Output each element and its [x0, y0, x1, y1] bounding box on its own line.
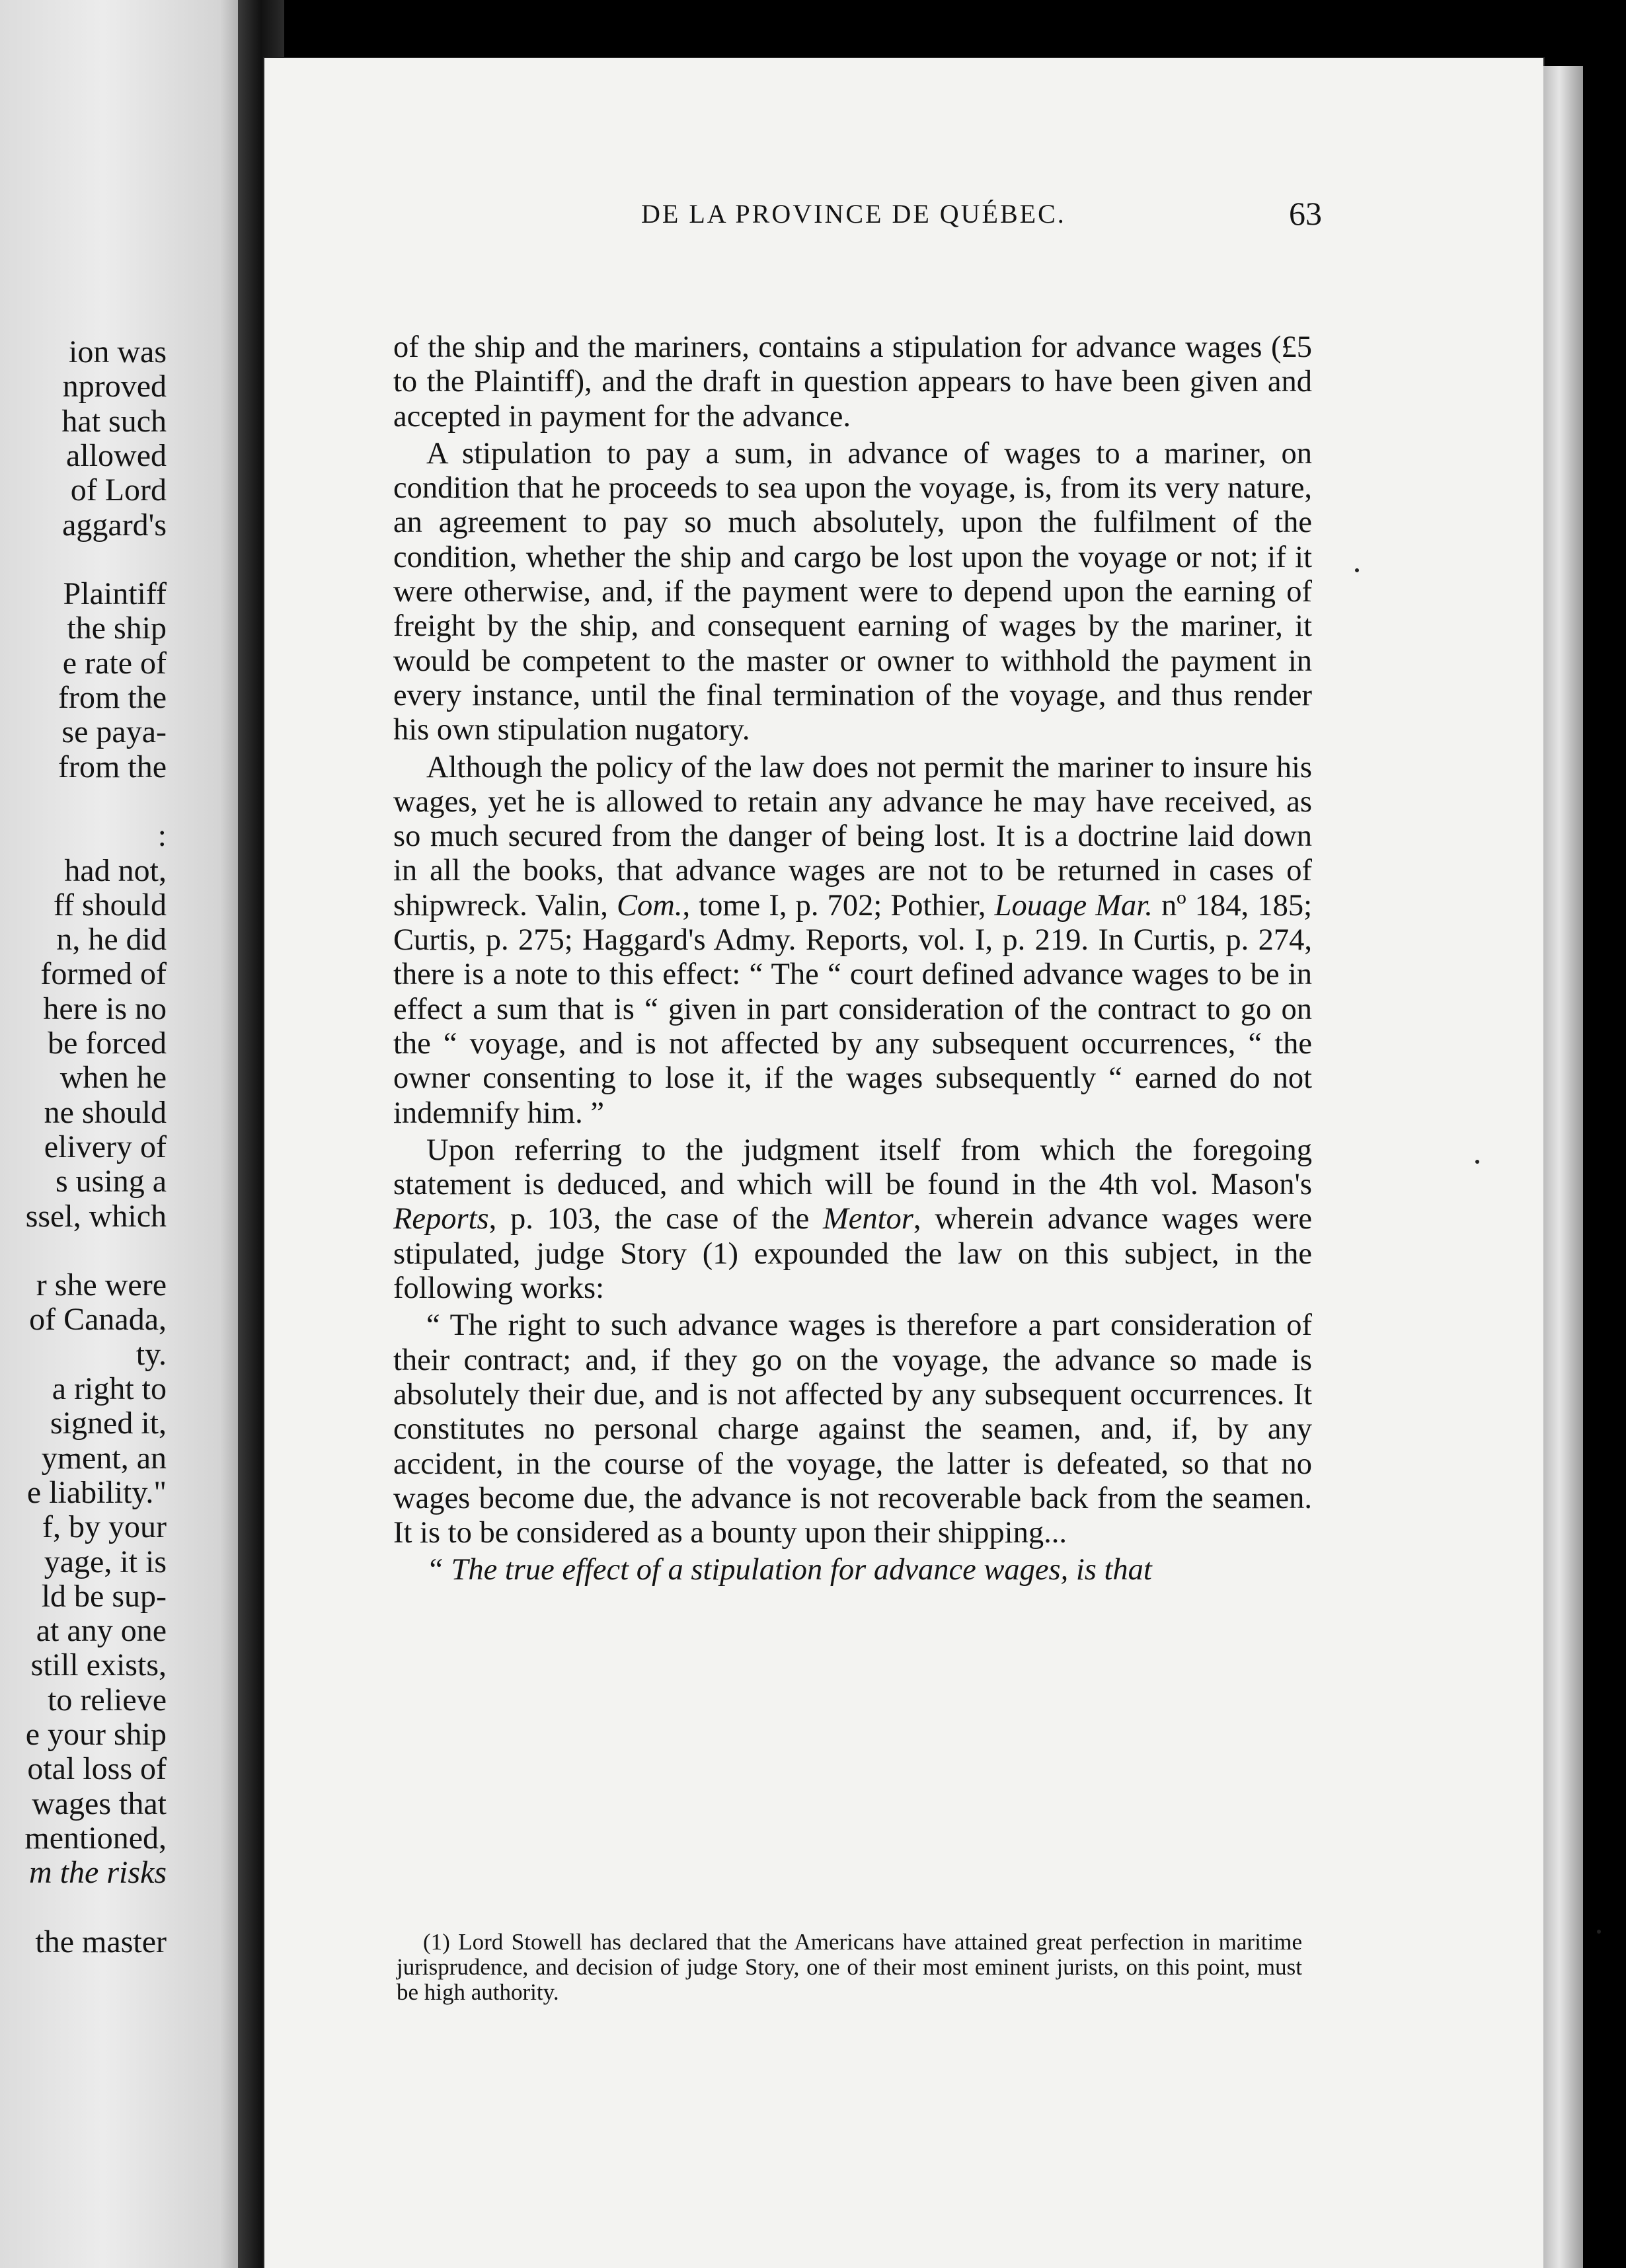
paragraph-4 — [393, 1133, 1312, 1306]
text-run: Upon referring to the judgment itself from which the foregoing statement is deduced, and which will be found in the 4th vol. Mason's — [393, 1133, 1312, 1202]
facing-page-line: here is no — [43, 991, 167, 1026]
running-head: DE LA PROVINCE DE QUÉBEC. — [641, 199, 1066, 229]
facing-page-line: ld be sup- — [41, 1578, 167, 1614]
facing-page-line: nproved — [62, 369, 167, 404]
facing-page-line: elivery of — [44, 1129, 167, 1164]
body-text — [393, 330, 1312, 1591]
facing-page-line: f, by your — [42, 1509, 167, 1545]
facing-page-line: wages that — [32, 1786, 167, 1821]
facing-page-line: m the risks — [29, 1855, 167, 1891]
text-run: , wherein advance wages were stipulated, judge Story (1) expounded the law on this subject, in the following works: — [393, 1202, 1312, 1306]
italic-run: Reports — [393, 1202, 489, 1236]
facing-page-fragment — [0, 0, 259, 2268]
facing-page-line: of Lord — [70, 472, 167, 508]
italic-run: Louage Mar. — [994, 888, 1153, 923]
facing-page-line: be forced — [48, 1026, 167, 1061]
text-run: Although the policy of the law does not permit the mariner to insure his wages, yet he is allowed to retain any advance he may have received, as so much secured from the danger of being lost. It is a doctrine laid down in all the books, that advance wages are not to be returned in cases of shipwreck. Valin, — [393, 750, 1312, 923]
page-edge — [1543, 66, 1583, 2268]
facing-page-line: at any one — [36, 1613, 167, 1649]
scan-speck — [1355, 568, 1359, 572]
text-run: , tome I, p. 702; Pothier, — [682, 888, 995, 923]
facing-page-line: ssel, which — [25, 1198, 167, 1234]
text-run: nº 184, 185; Curtis, p. 275; Haggard's Admy. Reports, vol. I, p. 219. In Curtis, p. 274, there is a note to this effect: “ The “ court defined advance wages to be in effect a sum that is “ given in part consideration of the contract to go on the “ voyage, and is not affected by any subsequent occurrences, “ the owner consenting to lose it, if the wages subsequently “ earned do not indemnify him. ” — [393, 888, 1312, 1130]
facing-page-line: formed of — [40, 956, 167, 992]
italic-run: Com. — [616, 888, 683, 923]
text-run: , p. 103, the case of the — [488, 1202, 823, 1236]
paragraph-3 — [393, 751, 1312, 1131]
facing-page-line: aggard's — [62, 507, 167, 543]
facing-page-line: signed it, — [50, 1406, 167, 1441]
footnote-text: (1) Lord Stowell has declared that the Americans have attained great perfection in maritime jurisprudence, and decision of judge Story, one of their most eminent jurists, on this point, must be high authority. — [397, 1929, 1302, 2005]
facing-page-line: yage, it is — [44, 1544, 167, 1579]
facing-page-line: otal loss of — [27, 1751, 167, 1787]
facing-page-line: mentioned, — [24, 1820, 167, 1856]
facing-page-line: e rate of — [62, 645, 167, 681]
italic-run: “ The true effect of a stipulation for advance wages, is that — [426, 1553, 1152, 1587]
paragraph-5: “ The right to such advance wages is therefore a part consideration of their contract; and, if they go on the voyage, the advance so made is absolutely their due, and is not affected by any subsequent occurrences. It constitutes no personal charge against the seamen, and, if, by any accident, in the course of the voyage, the latter is defeated, so that no wages become due, the advance is not recoverable back from the seamen. It is to be considered as a bounty upon their shipping... — [393, 1308, 1312, 1550]
facing-page-line: yment, an — [41, 1440, 167, 1476]
facing-page-line: Plaintiff — [63, 576, 167, 612]
facing-page-line: ty. — [136, 1336, 167, 1372]
italic-run: Mentor — [822, 1202, 913, 1236]
facing-page-line: e your ship — [25, 1717, 167, 1752]
facing-page-line: ff should — [53, 887, 167, 923]
facing-page-line: s using a — [56, 1164, 167, 1199]
facing-page-line: ne should — [44, 1094, 167, 1130]
facing-page-line: from the — [58, 749, 167, 784]
page-number: 63 — [1289, 195, 1322, 232]
facing-page-line: to relieve — [48, 1682, 167, 1718]
facing-page-line: e liability." — [26, 1474, 167, 1510]
scan-speck — [1597, 1930, 1601, 1934]
paragraph-1: of the ship and the mariners, contains a stipulation for advance wages (£5 to the Plaintiff), and the draft in question appears to have been given and accepted in payment for the advance. — [393, 330, 1312, 434]
facing-page-line: the ship — [67, 611, 167, 646]
facing-page-line: se paya- — [61, 714, 167, 750]
paragraph-2: A stipulation to pay a sum, in advance of wages to a mariner, on condition that he proceeds to sea upon the voyage, is, from its very nature, an agreement to pay so much absolutely, upon the fulfilment of the condition, whether the ship and cargo be lost upon the voyage or not; if it were otherwise, and, if the payment were to depend upon the earning of freight by the ship, and consequent earning of wages by the mariner, it would be competent to the master or owner to withhold the payment in every instance, until the final termination of the voyage, and thus render his own stipulation nugatory. — [393, 436, 1312, 747]
facing-page-line: from the — [58, 680, 167, 715]
facing-page-line: : — [157, 818, 167, 854]
facing-page-line: allowed — [66, 437, 167, 473]
footnote — [397, 1930, 1302, 2005]
facing-page-line: ion was — [69, 334, 167, 369]
paragraph-6 — [393, 1553, 1312, 1587]
facing-page-line: the master — [35, 1924, 167, 1959]
facing-page-line: of Canada, — [29, 1302, 167, 1338]
facing-page-line: when he — [59, 1060, 167, 1096]
facing-page-line: had not, — [64, 852, 167, 888]
facing-page-line: hat such — [61, 403, 167, 439]
facing-page-line: n, he did — [56, 922, 167, 958]
facing-page-line: a right to — [52, 1371, 167, 1406]
facing-page-line: r she were — [36, 1267, 167, 1303]
scan-speck — [1475, 1160, 1479, 1164]
facing-page-line: still exists, — [30, 1647, 167, 1683]
